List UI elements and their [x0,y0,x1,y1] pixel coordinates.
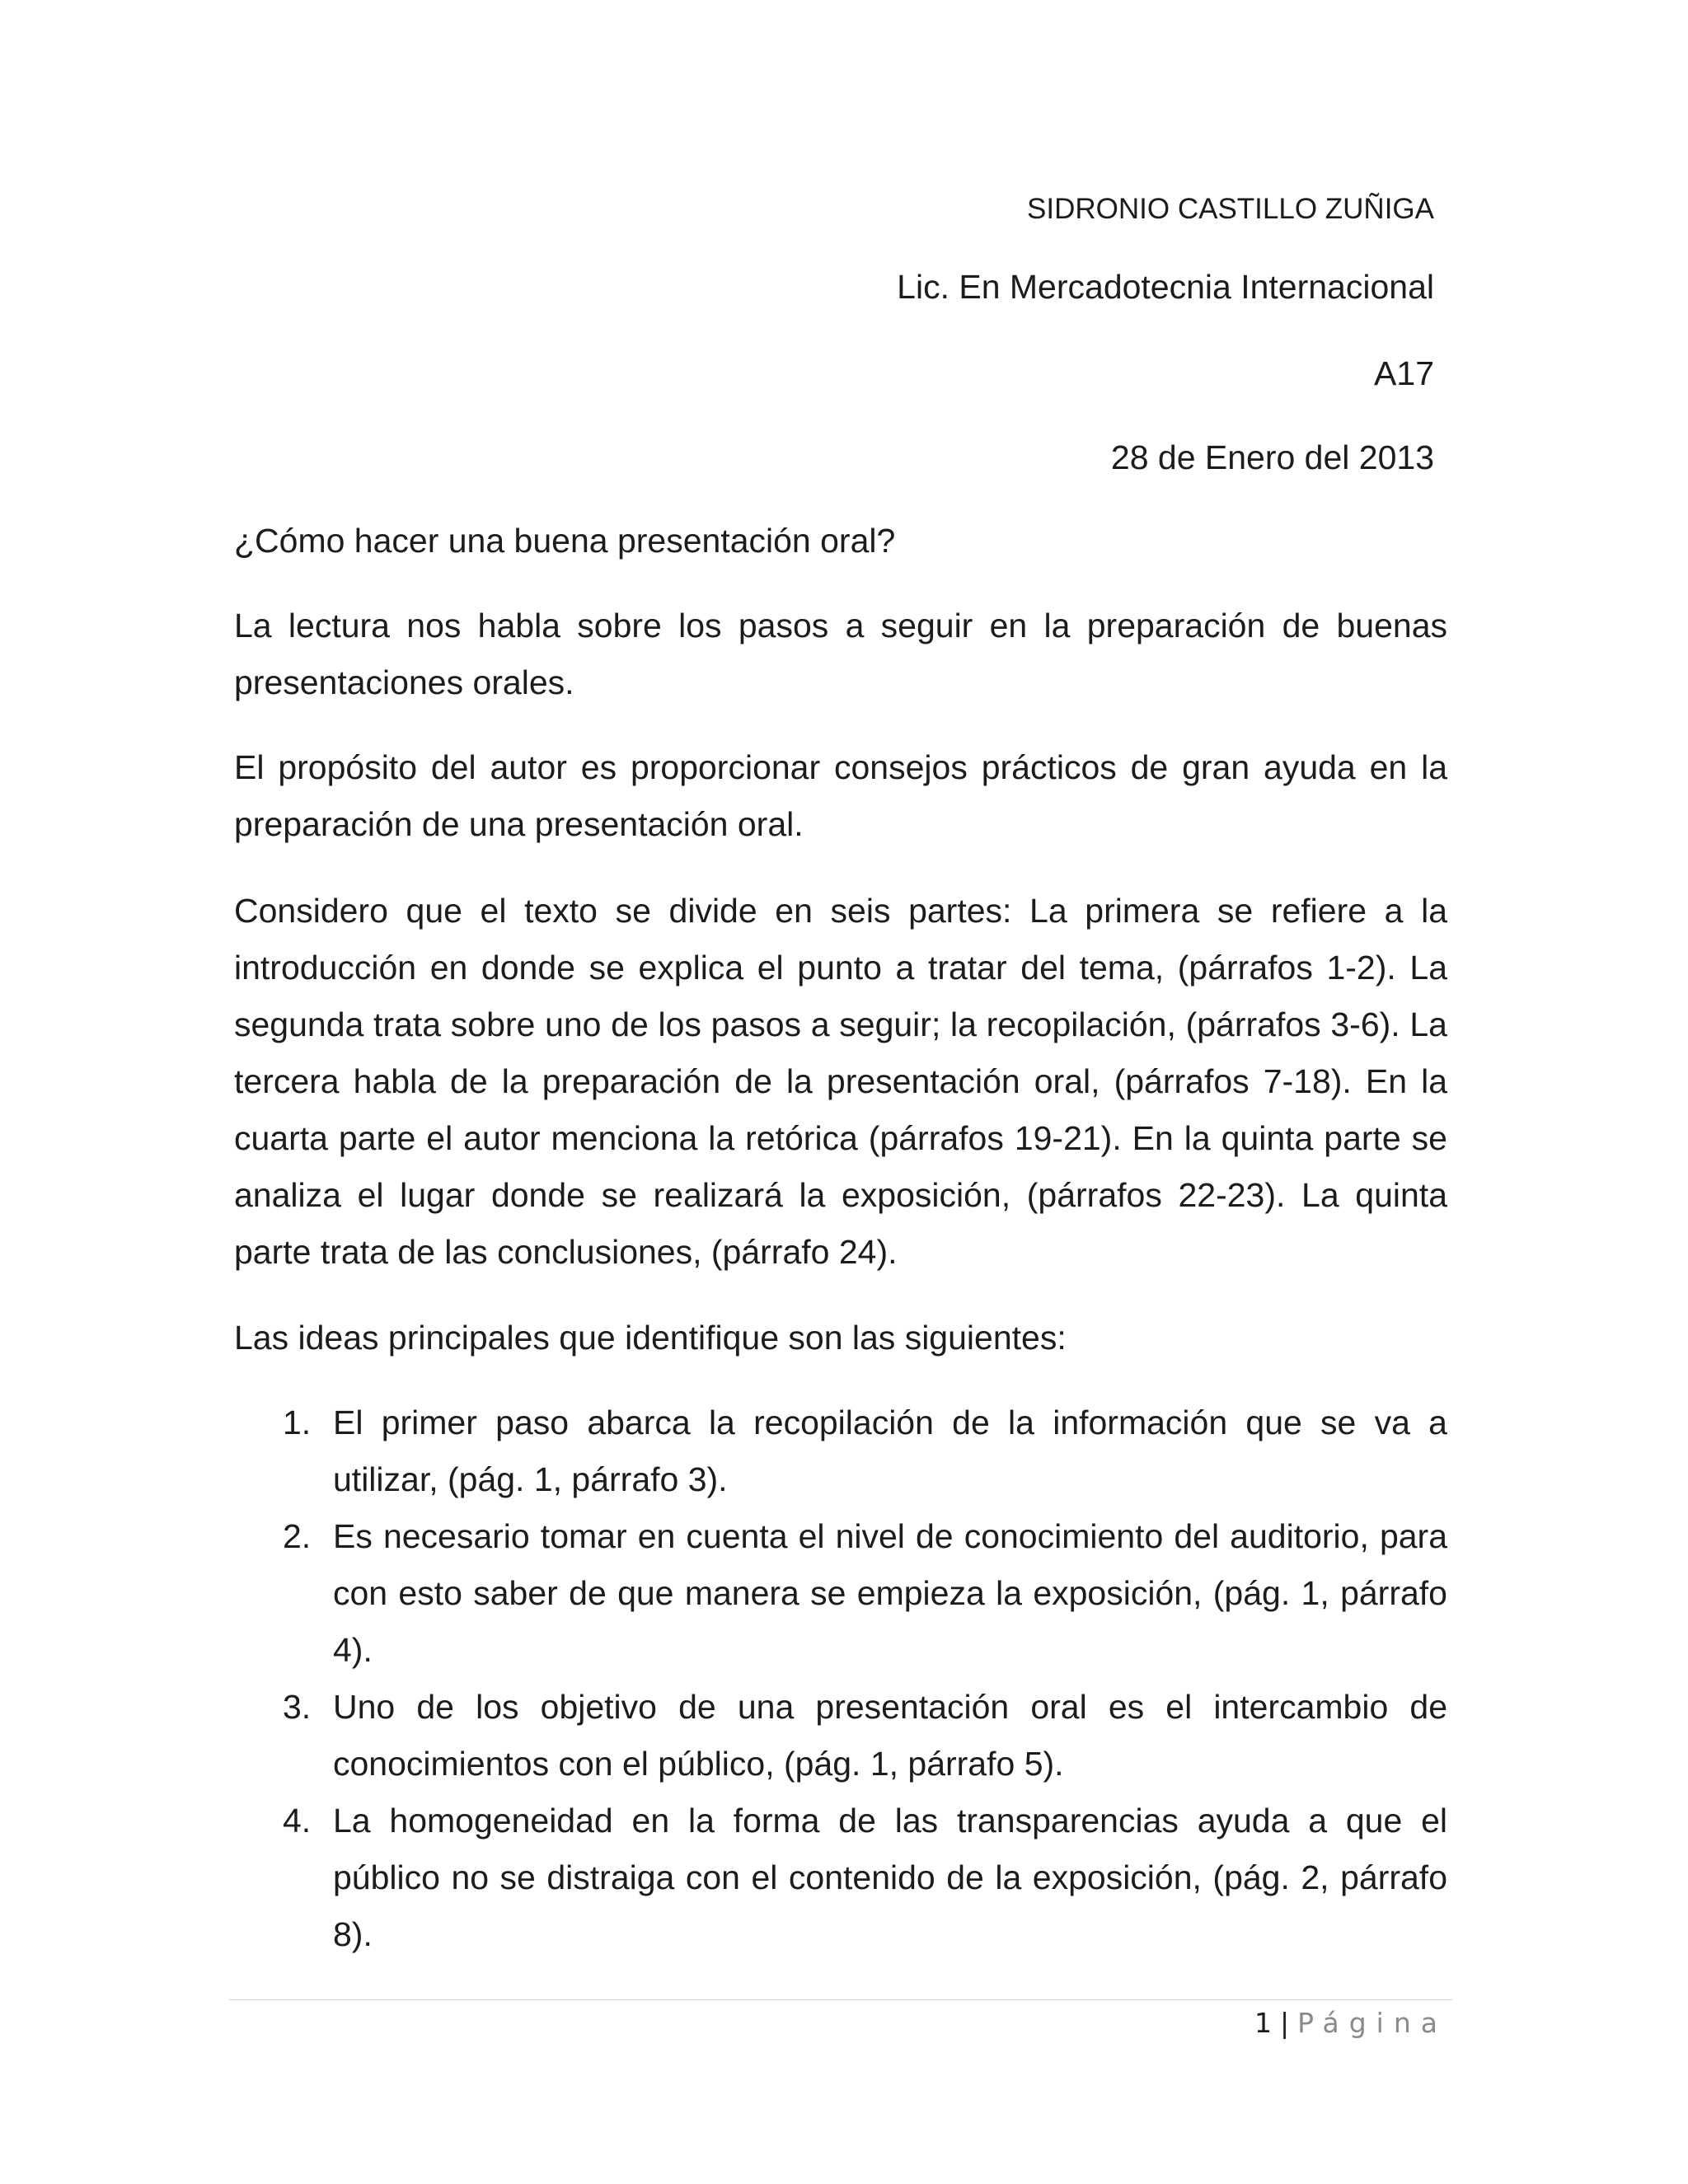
list-item [234,1394,1447,1508]
paragraph: Considero que el texto se divide en seis partes: La primera se refiere a la introducción en donde se explica el punto a tratar del tema, (párrafos 1-2). La segunda trata sobre uno de los pasos a seguir; la recopilación, (párrafos 3-6). La tercera habla de la preparación de la presentación oral, (párrafos 7-18). En la cuarta parte el autor menciona la retórica (párrafos 19-21). En la quinta parte se analiza el lugar donde se realizará la exposición, (párrafos 22-23). La quinta parte trata de las conclusiones, (párrafo 24). [234,892,1447,1271]
list-item-number: 1. [283,1404,312,1441]
footer-separator: | [1279,2007,1290,2039]
list-item-text: Es necesario tomar en cuenta el nivel de conocimiento del auditorio, para con esto saber de que manera se empieza la exposición, (pág. 1, párrafo 4). [333,1517,1447,1669]
list-item-text: El primer paso abarca la recopilación de la información que se va a utilizar, (pág. 1, párrafo 3). [333,1404,1447,1498]
list-item-text: Uno de los objetivo de una presentación oral es el intercambio de conocimientos con el público, (pág. 1, párrafo 5). [333,1688,1447,1783]
list-item [234,1679,1447,1793]
degree-program: Lic. En Mercadotecnia Internacional [897,268,1434,306]
list-item-number: 2. [283,1517,312,1555]
list-item-number: 4. [283,1802,312,1840]
list-item [234,1793,1447,1963]
main-ideas-list [234,1394,1447,1963]
paragraph: El propósito del autor es proporcionar consejos prácticos de gran ayuda en la preparación de una presentación oral. [234,748,1447,843]
footer-divider [229,1999,1452,2000]
list-item [234,1508,1447,1679]
paragraph: La lectura nos habla sobre los pasos a seguir en la preparación de buenas presentaciones orales. [234,607,1447,701]
group-code: A17 [1374,354,1434,392]
page-footer [1254,2003,1447,2044]
list-item-number: 3. [283,1688,312,1726]
document-date: 28 de Enero del 2013 [1110,438,1434,476]
document-title: ¿Cómo hacer una buena presentación oral? [234,522,896,560]
page-label: Página [1297,2007,1447,2039]
page-number: 1 [1254,2007,1272,2039]
list-item-text: La homogeneidad en la forma de las transparencias ayuda a que el público no se distraiga con el contenido de la exposición, (pág. 2, párrafo 8). [333,1802,1447,1953]
list-intro: Las ideas principales que identifique son las siguientes: [234,1319,1067,1357]
author-name: SIDRONIO CASTILLO ZUÑIGA [1027,193,1434,225]
